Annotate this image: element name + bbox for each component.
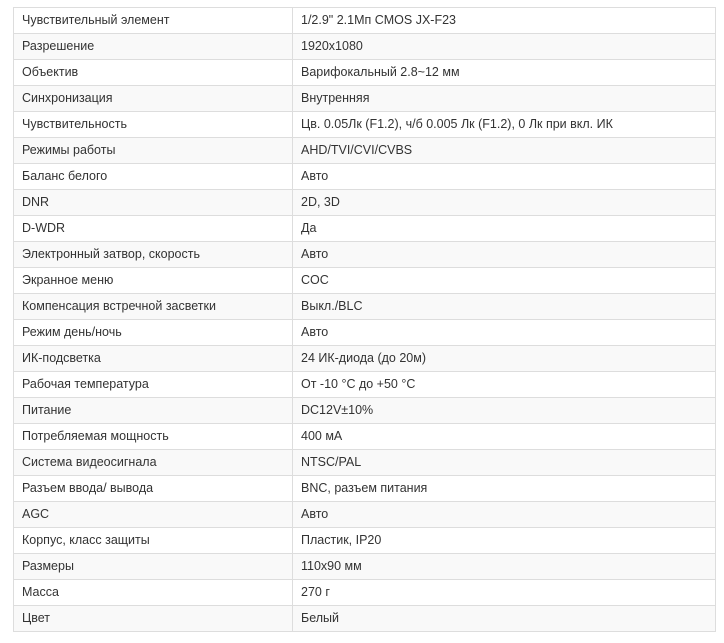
table-row xyxy=(14,8,716,34)
spec-key: Рабочая температура xyxy=(14,372,293,398)
spec-key: Потребляемая мощность xyxy=(14,424,293,450)
table-row xyxy=(14,450,716,476)
spec-value: DC12V±10% xyxy=(293,398,716,424)
spec-value: 2D, 3D xyxy=(293,190,716,216)
spec-key: Цвет xyxy=(14,606,293,632)
spec-value: BNC, разъем питания xyxy=(293,476,716,502)
spec-key: Масса xyxy=(14,580,293,606)
spec-key: Размеры xyxy=(14,554,293,580)
spec-key: ИК-подсветка xyxy=(14,346,293,372)
spec-value: Варифокальный 2.8~12 мм xyxy=(293,60,716,86)
spec-key: Питание xyxy=(14,398,293,424)
table-row xyxy=(14,606,716,632)
spec-value: Цв. 0.05Лк (F1.2), ч/б 0.005 Лк (F1.2), 0 Лк при вкл. ИК xyxy=(293,112,716,138)
spec-value: COC xyxy=(293,268,716,294)
spec-value: Пластик, IP20 xyxy=(293,528,716,554)
table-row xyxy=(14,190,716,216)
table-row xyxy=(14,138,716,164)
spec-value: Авто xyxy=(293,502,716,528)
spec-key: Чувствительный элемент xyxy=(14,8,293,34)
table-row xyxy=(14,294,716,320)
spec-value: Да xyxy=(293,216,716,242)
spec-key: Синхронизация xyxy=(14,86,293,112)
spec-value: Авто xyxy=(293,320,716,346)
table-row xyxy=(14,580,716,606)
table-row xyxy=(14,268,716,294)
spec-value: Выкл./BLC xyxy=(293,294,716,320)
spec-key: Разъем ввода/ вывода xyxy=(14,476,293,502)
spec-value: 400 мА xyxy=(293,424,716,450)
spec-key: Чувствительность xyxy=(14,112,293,138)
table-row xyxy=(14,398,716,424)
table-row xyxy=(14,424,716,450)
table-row xyxy=(14,528,716,554)
spec-value: 24 ИК-диода (до 20м) xyxy=(293,346,716,372)
table-row xyxy=(14,216,716,242)
spec-key: Корпус, класс защиты xyxy=(14,528,293,554)
spec-key: DNR xyxy=(14,190,293,216)
table-row xyxy=(14,242,716,268)
spec-table-container xyxy=(13,7,714,632)
spec-value: 1920x1080 xyxy=(293,34,716,60)
spec-value: 110x90 мм xyxy=(293,554,716,580)
table-row xyxy=(14,86,716,112)
spec-value: Авто xyxy=(293,164,716,190)
table-row xyxy=(14,164,716,190)
table-row xyxy=(14,346,716,372)
table-row xyxy=(14,320,716,346)
table-row xyxy=(14,476,716,502)
spec-table xyxy=(13,7,716,632)
spec-value: NTSC/PAL xyxy=(293,450,716,476)
table-row xyxy=(14,60,716,86)
spec-key: Режимы работы xyxy=(14,138,293,164)
spec-value: Белый xyxy=(293,606,716,632)
spec-value: Внутренняя xyxy=(293,86,716,112)
spec-key: Объектив xyxy=(14,60,293,86)
table-row xyxy=(14,554,716,580)
spec-key: Система видеосигнала xyxy=(14,450,293,476)
table-row xyxy=(14,112,716,138)
spec-value: 1/2.9" 2.1Мп CMOS JX-F23 xyxy=(293,8,716,34)
spec-key: Режим день/ночь xyxy=(14,320,293,346)
table-row xyxy=(14,502,716,528)
table-row xyxy=(14,34,716,60)
spec-key: AGC xyxy=(14,502,293,528)
spec-key: Баланс белого xyxy=(14,164,293,190)
spec-table-body xyxy=(14,8,716,632)
spec-value: AHD/TVI/CVI/CVBS xyxy=(293,138,716,164)
spec-value: От -10 °C до +50 °C xyxy=(293,372,716,398)
table-row xyxy=(14,372,716,398)
spec-key: Экранное меню xyxy=(14,268,293,294)
spec-key: Разрешение xyxy=(14,34,293,60)
spec-key: Компенсация встречной засветки xyxy=(14,294,293,320)
spec-key: D-WDR xyxy=(14,216,293,242)
spec-value: Авто xyxy=(293,242,716,268)
spec-value: 270 г xyxy=(293,580,716,606)
spec-key: Электронный затвор, скорость xyxy=(14,242,293,268)
